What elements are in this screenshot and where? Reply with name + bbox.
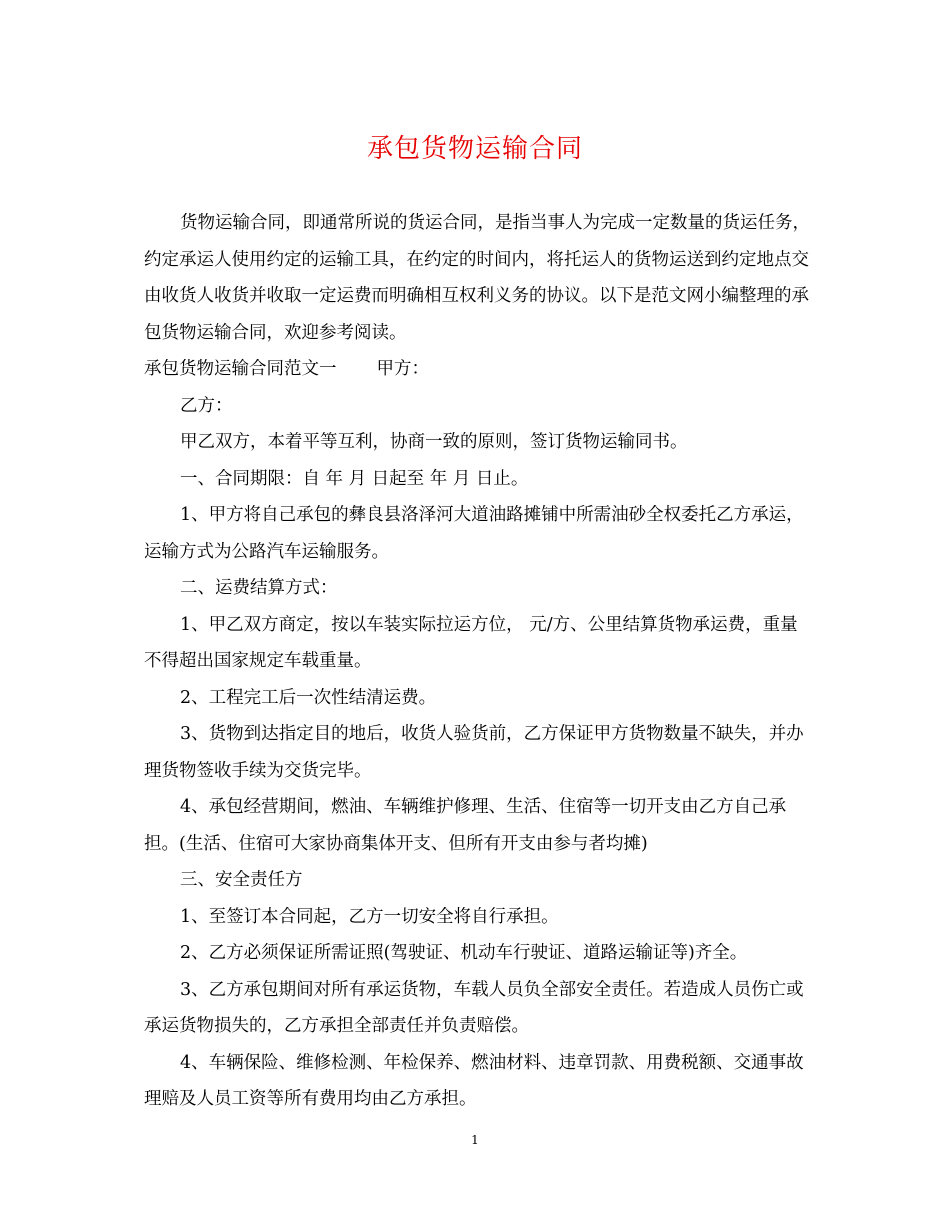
section2-item-1: 1、甲乙双方商定，按以车装实际拉运方位， 元/方、公里结算货物承运费，重量不得超出国家规定车载重量。 <box>144 614 798 671</box>
section2-item-3: 3、货物到达指定目的地后，收货人验货前，乙方保证甲方货物数量不缺失，并办理货物签收手续为交货完毕。 <box>144 724 804 781</box>
document-title: 承包货物运输合同 <box>366 134 583 164</box>
section3-title: 三、安全责任方 <box>180 870 303 890</box>
preamble-paragraph: 甲乙双方，本着平等互利，协商一致的原则，签订货物运输同书。 <box>180 432 688 452</box>
section2-item-4: 4、承包经营期间，燃油、车辆维护修理、生活、住宿等一切开支由乙方自己承担。(生活、住宿可大家协商集体开支、但所有开支由参与者均摊) <box>144 797 787 854</box>
intro-paragraph: 货物运输合同，即通常所说的货运合同，是指当事人为完成一定数量的货运任务，约定承运人使用约定的运输工具，在约定的时间内，将托运人的货物运送到约定地点交由收货人收货并收取一定运费而明确相互权利义务的协议。以下是范文网小编整理的承包货物运输合同，欢迎参考阅读。 <box>144 213 810 343</box>
section2-item-2: 2、工程完工后一次性结清运费。 <box>180 687 437 708</box>
section3-item-3: 3、乙方承包期间对所有承运货物，车载人员负全部安全责任。若造成人员伤亡或承运货物损失的，乙方承担全部责任并负责赔偿。 <box>144 979 804 1036</box>
section3-item-1: 1、至签订本合同起，乙方一切安全将自行承担。 <box>180 906 559 927</box>
party-a-label: 甲方： <box>376 359 429 379</box>
section1-item-1: 1、甲方将自己承包的彝良县洛泽河大道油路摊铺中所需油砂全权委托乙方承运，运输方式为公路汽车运输服务。 <box>144 505 804 562</box>
sample-heading: 承包货物运输合同范文一 <box>144 359 337 379</box>
section2-title: 二、运费结算方式： <box>180 578 338 598</box>
section3-item-4: 4、车辆保险、维修检测、年检保养、燃油材料、违章罚款、用费税额、交通事故理赔及人员工资等所有费用均由乙方承担。 <box>144 1052 804 1109</box>
section1-title: 一、合同期限：自 年 月 日起至 年 月 日止。 <box>180 468 529 489</box>
document-body <box>144 205 810 1118</box>
party-b-label: 乙方： <box>180 395 233 416</box>
sample-heading-line <box>144 351 810 388</box>
section3-item-2: 2、乙方必须保证所需证照(驾驶证、机动车行驶证、道路运输证等)齐全。 <box>180 943 748 963</box>
page-number: 1 <box>471 1133 479 1147</box>
